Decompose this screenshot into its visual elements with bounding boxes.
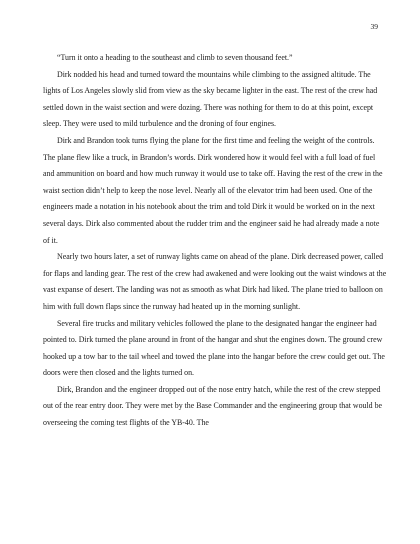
paragraph: “Turn it onto a heading to the southeast and climb to seven thousand feet.” [57, 53, 293, 62]
paragraph: Dirk nodded his head and turned toward the mountains while climbing to the assigned altitude. The lights of Los Angeles slowly slid from view as the sky became lighter in the east. The rest of the crew had settled down in the waist section and were dozing. There was nothing for them to do at this point, except sleep. They were used to mild turbulence and the droning of four engines. [43, 69, 378, 129]
page-number: 39 [370, 22, 378, 31]
paragraph: Dirk and Brandon took turns flying the plane for the first time and feeling the weight of the controls. The plane flew like a truck, in Brandon’s words. Dirk wondered how it would feel with a full load of fuel and ammunition on board and how much runway it would use to take off. Having the rest of the crew in the waist section didn’t help to keep the nose level. Nearly all of the elevator trim had been used. One of the engineers made a notation in his notebook about the trim and told Dirk it would be worked on in the next several days. Dirk also commented about the rudder trim and the engineer said he had already made a note of it. [43, 135, 383, 245]
paragraph: Dirk, Brandon and the engineer dropped out of the nose entry hatch, while the rest of the crew stepped out of the rear entry door. They were met by the Base Commander and the engineering group that would be overseeing the coming test flights of the YB-40. The [43, 384, 383, 428]
paragraph: Nearly two hours later, a set of runway lights came on ahead of the plane. Dirk decreased power, called for flaps and landing gear. The rest of the crew had awakened and were looking out the waist windows at the vast expanse of desert. The landing was not as smooth as what Dirk had liked. The plane tried to balloon on him with full down flaps since the runway had heated up in the morning sunlight. [43, 252, 387, 311]
body-text [43, 50, 387, 432]
paragraph: Several fire trucks and military vehicles followed the plane to the designated hangar the engineer had pointed to. Dirk turned the plane around in front of the hangar and shut the engines down. The ground crew hooked up a tow bar to the tail wheel and towed the plane into the hangar before the crew could get out. The doors were then closed and the lights turned on. [43, 318, 385, 378]
